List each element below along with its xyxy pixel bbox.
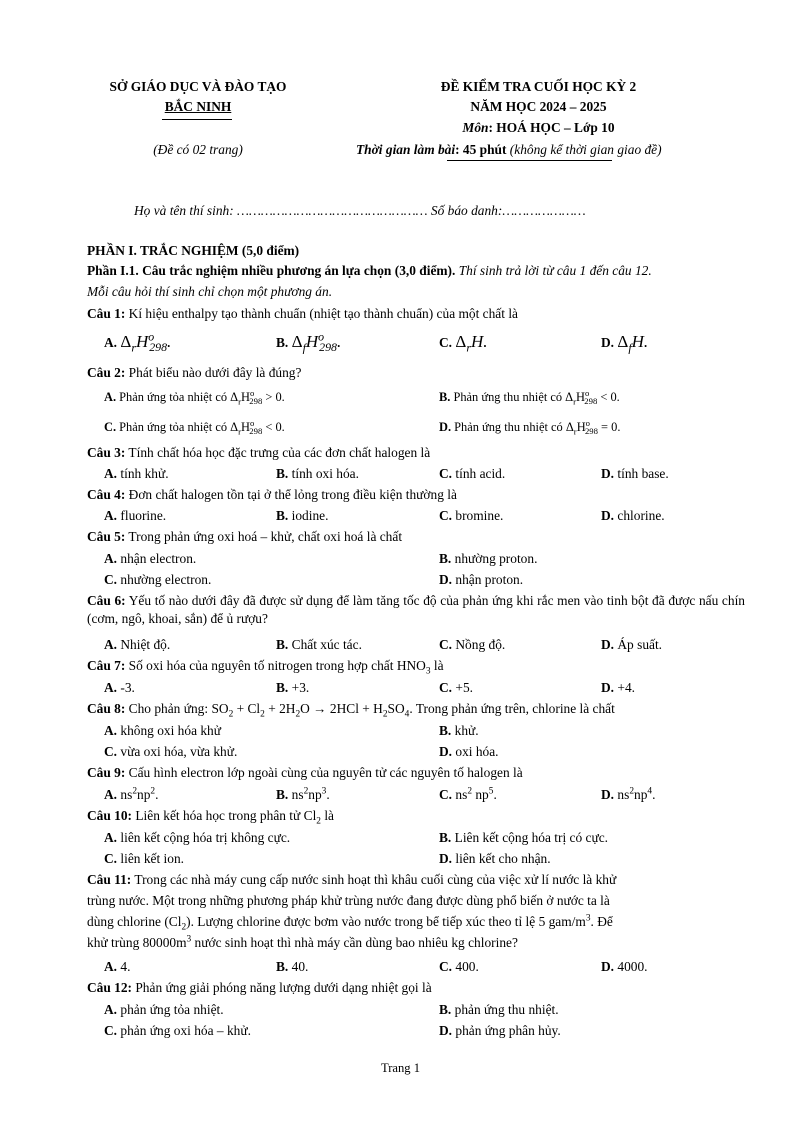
q7-option-a-text: -3. [120,680,135,695]
q1-option-c-formula: $\Delta_rH$. [455,332,488,355]
q2-option-a-label: A. [104,390,117,404]
q11-line3c: . Để [590,914,613,929]
q1-option-b[interactable] [276,331,341,354]
q3-option-d-label: D. [601,466,615,481]
q2-option-a[interactable] [104,389,285,406]
question-3 [87,444,430,462]
q2-option-b-label: B. [439,390,451,404]
q3-label: Câu 3: [87,445,126,460]
q12-option-c[interactable] [104,1022,251,1040]
q1-option-d-label: D. [601,335,615,350]
q11-option-a-text: 4. [120,959,131,974]
q3-option-a[interactable] [104,465,169,483]
q11-option-d[interactable] [601,958,648,976]
student-info-line [134,202,586,220]
q4-option-d-label: D. [601,508,615,523]
province-name-text: BẮC NINH [164,99,232,114]
student-id-label: Số báo danh: [427,203,503,218]
q8-option-a-text: không oxi hóa khử [120,723,222,738]
q6-option-c[interactable] [439,636,505,654]
q10-label: Câu 10: [87,808,133,823]
section-note1: Thí sinh trả lời từ câu 1 đến câu 12. [455,263,652,278]
q8-text6: . Trong phản ứng trên, chlorine là chất [409,701,615,716]
q2-option-b-formula: $\Delta_rH^o_{298} < 0$. [565,387,620,407]
q3-option-b-text: tính oxi hóa. [291,466,359,481]
subject-line [360,119,717,137]
q5-option-d-text: nhận proton. [455,572,524,587]
q7-option-c-text: +5. [455,680,473,695]
q12-option-d-text: phản ứng phân hủy. [455,1023,561,1038]
q8-option-c-label: C. [104,744,118,759]
q9-option-c-label: C. [439,787,453,802]
q9-label: Câu 9: [87,765,126,780]
q1-option-b-formula: $\Delta_fH^o_{298}$. [291,329,342,355]
question-8: Câu 8: Cho phản ứng: $SO_2 + Cl_2 + 2H_2O \to 2HCl + H_2SO_4$. Trong phản ứng trên, chlorine là chất [87,701,615,720]
q8-text: Cho phản ứng: SO [125,701,229,716]
dept-name: SỞ GIÁO DỤC VÀ ĐÀO TẠO [109,79,287,94]
q8-option-d[interactable] [439,743,499,761]
q11-option-d-label: D. [601,959,615,974]
q6-option-b-label: B. [276,637,289,652]
q2-option-c-label: C. [104,420,117,434]
q6-option-a[interactable] [104,636,170,654]
q3-option-c[interactable] [439,465,505,483]
q12-option-d[interactable] [439,1022,561,1040]
q11-line4a: khử trùng 80000m [87,935,187,950]
q12-option-b-label: B. [439,1002,452,1017]
q1-option-d-formula: $\Delta_fH$. [617,332,649,355]
q12-option-a[interactable] [104,1001,224,1019]
q8-option-a[interactable] [104,722,221,740]
q10-option-a[interactable] [104,829,290,847]
q9-option-c-formula: $ns^2$ $np^5$. [455,786,497,802]
q6-option-a-label: A. [104,637,118,652]
q4-option-a-label: A. [104,508,118,523]
q9-option-b-label: B. [276,787,289,802]
q6-text: Yếu tố nào dưới đây đã được sử dụng để làm tăng tốc độ của phản ứng khi rắc men vào tinh bột đã được nấu chín (cơm, ngô, khoai, sắn) để ủ rượu? [87,593,745,627]
q8-text5: SO [387,701,405,716]
q10-option-d-label: D. [439,851,453,866]
subject-label: Môn [462,120,489,135]
section-subtitle-text: Phần I.1. Câu trắc nghiệm nhiều phương án lựa chọn (3,0 điểm). [87,263,456,278]
q1-option-a[interactable] [104,331,171,354]
q3-option-c-label: C. [439,466,453,481]
q10-option-a-text: liên kết cộng hóa trị không cực. [120,830,291,845]
q11-option-a[interactable] [104,958,130,976]
q9-option-b-formula: $ns^2np^3$. [291,786,330,802]
q2-option-c-formula: $\Delta_rH^o_{298} < 0$. [230,417,285,437]
q9-option-d-formula: $ns^2np^4$. [617,786,656,802]
q8-option-b-text: khử. [454,723,479,738]
q5-option-c-label: C. [104,572,118,587]
q6-option-a-text: Nhiệt độ. [120,637,171,652]
q2-option-d-formula: $\Delta_rH^o_{298} = 0$. [565,417,621,437]
q2-label: Câu 2: [87,365,126,380]
student-name-label: Họ và tên thí sinh: [134,203,238,218]
q6-option-c-text: Nồng độ. [455,637,506,652]
question-7: Câu 7: Số oxi hóa của nguyên tố nitrogen trong hợp chất $HNO_3$ là [87,658,444,677]
time-line [356,141,726,159]
q6-option-d-label: D. [601,637,615,652]
question-5 [87,528,402,546]
subject-value: : HOÁ HỌC – Lớp 10 [488,120,615,135]
q9-option-c[interactable] [439,786,497,804]
header-right-rule [447,160,612,161]
q5-option-c-text: nhường electron. [120,572,212,587]
question-1 [87,305,518,323]
q11-label: Câu 11: [87,872,132,887]
question-11: Câu 11: Trong các nhà máy cung cấp nước sinh hoạt thì khâu cuối cùng của việc xử lí nước là khử trùng nước. Một trong những phương pháp khử trùng nước đang được dùng phổ biến ở nước ta là dùng chlorine $(Cl_2)$. Lượng chlorine được bơm vào nước trong bể tiếp xúc theo tỉ lệ 5 gam/$m^3$. Để khử trùng $80000m^3$ nước sinh hoạt thì nhà máy cần dùng bao nhiêu kg chlorine? [87,871,745,955]
section-note2: Mỗi câu hỏi thí sinh chỉ chọn một phương án. [87,284,333,299]
q7-option-b[interactable] [276,679,309,697]
q5-option-d-label: D. [439,572,453,587]
q12-option-c-label: C. [104,1023,118,1038]
section-title: PHẦN I. TRẮC NGHIỆM (5,0 điểm) [87,243,300,258]
question-6 [87,592,745,628]
q12-option-a-text: phản ứng tỏa nhiệt. [120,1002,224,1017]
q7-text: Số oxi hóa của nguyên tố nitrogen trong hợp chất HNO [125,658,426,673]
q8-option-d-label: D. [439,744,453,759]
q7-option-c-label: C. [439,680,453,695]
q3-option-b-label: B. [276,466,289,481]
q7-option-c[interactable] [439,679,473,697]
q11-option-b-label: B. [276,959,289,974]
province-name [87,98,309,116]
q11-option-c-label: C. [439,959,453,974]
q4-option-b-text: iodine. [291,508,329,523]
question-2 [87,364,301,382]
q2-option-a-text: Phản ứng tỏa nhiệt có [116,390,231,404]
q8-option-c[interactable] [104,743,237,761]
q2-option-b-text: Phản ứng thu nhiệt có [450,390,566,404]
q7-option-d[interactable] [601,679,635,697]
q5-option-b-text: nhường proton. [454,551,538,566]
q8-option-c-text: vừa oxi hóa, vừa khử. [120,744,238,759]
q7-option-b-label: B. [276,680,289,695]
q12-label: Câu 12: [87,980,133,995]
q10-option-c-text: liên kết ion. [120,851,184,866]
q9-text: Cấu hình electron lớp ngoài cùng của nguyên tử các nguyên tố halogen là [125,765,523,780]
q7-label: Câu 7: [87,658,126,673]
q3-option-b[interactable] [276,465,359,483]
q3-text: Tính chất hóa học đặc trưng của các đơn chất halogen là [125,445,431,460]
header-left-rule [162,119,232,120]
q5-option-b-label: B. [439,551,452,566]
q11-option-b[interactable] [276,958,308,976]
question-4 [87,486,457,504]
q5-option-a[interactable] [104,550,196,568]
q11-line2: trùng nước. Một trong những phương pháp khử trùng nước đang được dùng phổ biến ở nước ta là [87,893,610,908]
q8-text4: O → 2HCl + H [300,701,383,716]
student-id-dots: ………………… [502,203,586,218]
q3-option-d[interactable] [601,465,669,483]
q2-option-c-text: Phản ứng tỏa nhiệt có [116,420,231,434]
q1-option-a-label: A. [104,335,118,350]
q4-option-c-text: bromine. [455,508,504,523]
q6-option-c-label: C. [439,637,453,652]
time-label: Thời gian làm bài [356,142,456,157]
q5-label: Câu 5: [87,529,126,544]
q10-text: Liên kết hóa học trong phân tử Cl [132,808,317,823]
q11-line4b: nước sinh hoạt thì nhà máy cần dùng bao nhiêu kg chlorine? [191,935,518,950]
q1-option-d[interactable] [601,331,648,354]
q4-option-d[interactable] [601,507,665,525]
q3-option-d-text: tính base. [617,466,669,481]
q3-option-c-text: tính acid. [455,466,506,481]
q4-label: Câu 4: [87,487,126,502]
q1-option-c-label: C. [439,335,453,350]
q7-option-d-text: +4. [617,680,635,695]
q4-option-a-text: fluorine. [120,508,167,523]
q7-option-d-label: D. [601,680,615,695]
q11-option-b-text: 40. [291,959,309,974]
q3-option-a-label: A. [104,466,118,481]
q11-line1: Trong các nhà máy cung cấp nước sinh hoạt thì khâu cuối cùng của việc xử lí nước là khử [131,872,617,887]
q2-option-c[interactable] [104,419,285,436]
q6-option-d-text: Áp suất. [617,637,663,652]
q12-text: Phản ứng giải phóng năng lượng dưới dạng nhiệt gọi là [132,980,432,995]
q10-option-b-label: B. [439,830,452,845]
q2-option-a-formula: $\Delta_rH^o_{298} > 0$. [230,387,285,407]
q4-option-b-label: B. [276,508,289,523]
q10-option-b-text: Liên kết cộng hóa trị có cực. [454,830,609,845]
q10-option-d-text: liên kết cho nhận. [455,851,551,866]
q12-option-a-label: A. [104,1002,118,1017]
q8-option-b[interactable] [439,722,479,740]
school-year: NĂM HỌC 2024 – 2025 [470,99,607,114]
q1-text: Kí hiệu enthalpy tạo thành chuẩn (nhiệt tạo thành chuẩn) của một chất là [125,306,518,321]
q12-option-d-label: D. [439,1023,453,1038]
time-value: : 45 phút [455,142,507,157]
q10-option-c[interactable] [104,850,184,868]
q11-option-d-text: 4000. [617,959,648,974]
q6-option-d[interactable] [601,636,662,654]
q5-option-c[interactable] [104,571,211,589]
q9-option-d[interactable] [601,786,655,804]
q2-option-d-label: D. [439,420,452,434]
q1-option-a-formula: $\Delta_rH^o_{298}$. [120,329,172,355]
q5-text: Trong phản ứng oxi hoá – khử, chất oxi hoá là chất [125,529,403,544]
q4-option-a[interactable] [104,507,166,525]
q4-option-c[interactable] [439,507,503,525]
q8-option-d-text: oxi hóa. [455,744,499,759]
q11-option-a-label: A. [104,959,118,974]
student-name-dots: ………………………………………… [237,203,428,218]
q6-option-b-text: Chất xúc tác. [291,637,362,652]
q9-option-b[interactable] [276,786,330,804]
q9-option-a[interactable] [104,786,158,804]
q6-option-b[interactable] [276,636,362,654]
q4-option-d-text: chlorine. [617,508,665,523]
q5-option-a-text: nhận electron. [120,551,197,566]
q6-label: Câu 6: [87,593,126,608]
page-count-note: (Đề có 02 trang) [153,142,243,157]
q11-option-c[interactable] [439,958,479,976]
q5-option-b[interactable] [439,550,537,568]
q10-option-c-label: C. [104,851,118,866]
section-subtitle [87,262,652,280]
q9-option-d-label: D. [601,787,615,802]
q5-option-a-label: A. [104,551,118,566]
q10-option-d[interactable] [439,850,551,868]
time-note: (không kể thời gian giao đề) [506,142,662,157]
q1-label: Câu 1: [87,306,126,321]
q9-option-a-label: A. [104,787,118,802]
q10-option-a-label: A. [104,830,118,845]
q1-option-c[interactable] [439,331,488,354]
q5-option-d[interactable] [439,571,523,589]
q2-text: Phát biểu nào dưới đây là đúng? [125,365,302,380]
q7-text-end: là [430,658,444,673]
question-12 [87,979,432,997]
q12-option-b[interactable] [439,1001,559,1019]
q2-option-d[interactable] [439,419,620,436]
q8-label: Câu 8: [87,701,126,716]
q11-line3b: ). Lượng chlorine được bơm vào nước trong bể tiếp xúc theo tỉ lệ 5 gam/m [186,914,586,929]
q8-option-b-label: B. [439,723,452,738]
q10-text-end: là [320,808,334,823]
q11-option-c-text: 400. [455,959,479,974]
q10-option-b[interactable] [439,829,608,847]
q4-text: Đơn chất halogen tồn tại ở thể lỏng trong điều kiện thường là [125,487,457,502]
q8-option-a-label: A. [104,723,118,738]
q7-option-a-label: A. [104,680,118,695]
q4-option-c-label: C. [439,508,453,523]
q1-option-b-label: B. [276,335,289,350]
q2-option-d-text: Phản ứng thu nhiệt có [451,420,566,434]
q3-option-a-text: tính khử. [120,466,169,481]
q11-line3a: dùng chlorine (Cl [87,914,182,929]
q12-option-b-text: phản ứng thu nhiệt. [454,1002,559,1017]
q7-option-a[interactable] [104,679,135,697]
question-9 [87,764,523,782]
q9-option-a-formula: $ns^2np^2$. [120,786,159,802]
q12-option-c-text: phản ứng oxi hóa – khử. [120,1023,251,1038]
q4-option-b[interactable] [276,507,328,525]
exam-title: ĐỀ KIỂM TRA CUỐI HỌC KỲ 2 [440,79,637,94]
page-number: Trang 1 [380,1061,421,1075]
q8-text3: + 2H [264,701,296,716]
question-10: Câu 10: Liên kết hóa học trong phân tử $Cl_2$ là [87,808,334,827]
q7-option-b-text: +3. [291,680,310,695]
q8-text2: + Cl [233,701,261,716]
q2-option-b[interactable] [439,389,620,406]
